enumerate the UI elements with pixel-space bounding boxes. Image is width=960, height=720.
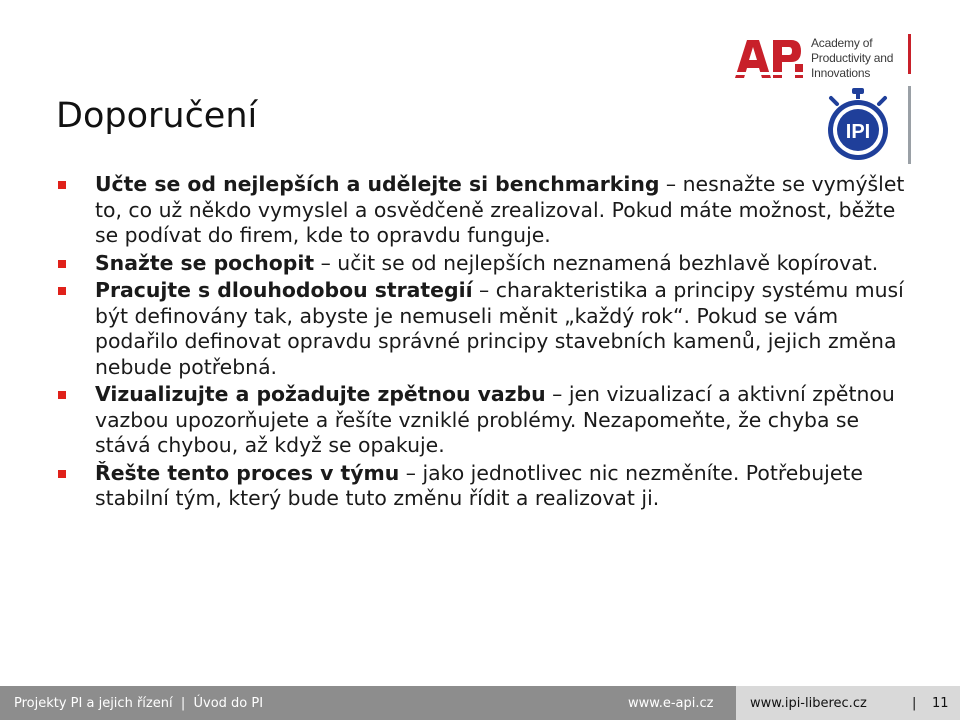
page-title: Doporučení [56,96,258,136]
item-heading: Vizualizujte a požadujte zpětnou vazbu [95,382,546,406]
footer-separator: | [912,696,917,711]
item-text: – učit se od nejlepších neznamená bezhlavě kopírovat. [314,250,879,275]
item-text: – nesnažte se vymýšlet to, co už někdo vymyslel a osvědčeně zrealizoval. Pokud máte možnost, běžte se podívat do firem, kde to opravdu funguje. [95,172,905,247]
badge-text: IPI [845,121,871,143]
ipi-stopwatch-icon [825,86,891,164]
item-text: – jako jednotlivec nic nezměníte. Potřebujete stabilní tým, který bude tuto změnu řídit a realizovat ji. [95,460,863,510]
list-item [58,172,918,249]
footer-right [736,686,960,720]
item-text: – jen vizualizací a aktivní zpětnou vazbou upozorňujete a řešíte vzniklé problémy. Nezapomeňte, že chyba se stává chybou, až když se opakuje. [95,382,895,457]
logo-tagline [811,36,893,81]
item-text: – charakteristika a principy systému musí být definovány tak, abyste je nemuseli měnit „každý rok“. Pokud se vám podařilo definovat opravdu správné principy stavebních kamenů, jejich změna nebude potřebná. [95,278,904,379]
bullet-square-icon [58,470,66,478]
api-logo-icon [733,34,805,82]
footer-bar [0,686,960,720]
item-heading: Pracujte s dlouhodobou strategií [95,278,473,302]
logo-divider-red [908,34,911,74]
bullet-square-icon [58,391,66,399]
footer-course-label: Projekty PI a jejich řízení | Úvod do PI [14,696,264,711]
bullet-square-icon [58,287,66,295]
footer-link-e-api[interactable]: www.e-api.cz [628,696,714,711]
header-logo [733,34,933,174]
page-number: 11 [932,696,949,711]
bullet-square-icon [58,181,66,189]
list-item [58,278,918,380]
logo-line-1: Academy of [811,36,873,50]
item-heading: Snažte se pochopit [95,250,315,275]
logo-line-2: Productivity and [811,51,894,65]
recommendation-list [58,172,918,514]
list-item [58,251,918,277]
item-heading: Řešte tento proces v týmu [95,460,400,485]
logo-line-3: Innovations [811,66,871,80]
logo-divider-gray [908,86,911,164]
bullet-square-icon [58,260,66,268]
list-item [58,461,918,512]
item-heading: Učte se od nejlepších a udělejte si benchmarking [95,172,660,196]
list-item [58,382,918,459]
footer-link-ipi-liberec[interactable]: www.ipi-liberec.cz [750,696,867,711]
footer-left [0,686,736,720]
